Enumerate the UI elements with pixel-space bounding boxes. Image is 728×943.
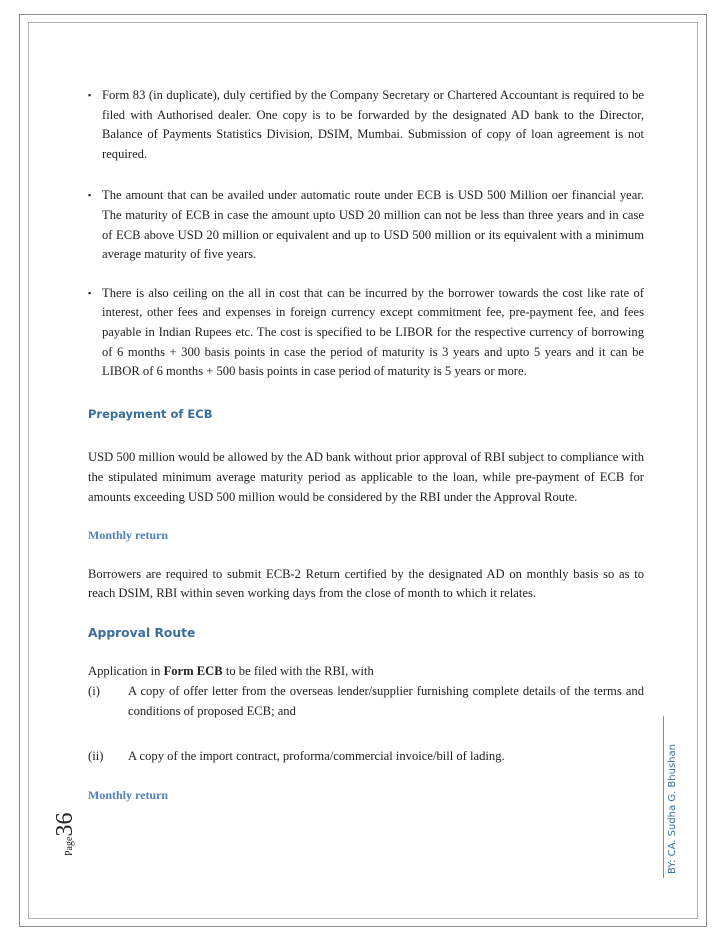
approval-intro-post: to be filed with the RBI, with xyxy=(222,664,374,679)
list-number: (ii) xyxy=(88,749,104,764)
approval-intro-pre: Application in xyxy=(88,664,164,679)
list-text: A copy of offer letter from the overseas lender/supplier furnishing complete details of the terms and conditions of proposed ECB; and xyxy=(128,684,644,718)
bullet-text: There is also ceiling on the all in cost that can be incurred by the borrower towards the cost like rate of interest, other fees and expenses in foreign currency except commitment fee, pre-payment fee, and fees payable in Indian Rupees etc. The cost is specified to be LIBOR for the respective currency of borrowing of 6 months + 300 basis points in case the period of maturity is 3 years and upto 5 years and it can be LIBOR of 6 months + 500 basis points in case period of maturity is 5 years or more. xyxy=(102,285,644,379)
heading-monthly-return: Monthly return xyxy=(88,787,169,802)
document-body xyxy=(88,86,644,805)
author-credit: BY: CA. Sudha G. Bhushan xyxy=(667,744,678,874)
side-credit-box xyxy=(663,716,684,878)
page-digit: 36 xyxy=(52,812,78,837)
monthly-return-paragraph: Borrowers are required to submit ECB-2 Return certified by the designated AD on monthly basis so as to reach DSIM, RBI within seven working days from the close of month to which it relates. xyxy=(88,566,644,601)
approval-list-item xyxy=(88,747,644,767)
heading-prepayment: Prepayment of ECB xyxy=(88,406,213,421)
bullet-item xyxy=(88,284,644,382)
bullet-item xyxy=(88,86,644,164)
bullet-text: Form 83 (in duplicate), duly certified by the Company Secretary or Chartered Accountant is required to be filed with Authorised dealer. One copy is to be forwarded by the designated AD bank to the Director, Balance of Payments Statistics Division, DSIM, Mumbai. Submission of copy of loan agreement is not required. xyxy=(102,88,644,161)
page-word: Page xyxy=(64,836,75,856)
bullet-text: The amount that can be availed under automatic route under ECB is USD 500 Million oer financial year. The maturity of ECB in case the amount upto USD 20 million can not be less than three years and in case of ECB above USD 20 million or equivalent and up to USD 500 million or its equivalent with a minimum average maturity of five years. xyxy=(102,188,644,262)
heading-monthly-return: Monthly return xyxy=(88,528,169,543)
heading-approval-route: Approval Route xyxy=(88,625,196,640)
bullet-square-icon: ▪ xyxy=(88,190,92,201)
approval-intro xyxy=(88,662,644,682)
list-text: A copy of the import contract, proforma/commercial invoice/bill of lading. xyxy=(128,749,505,764)
prepayment-paragraph: USD 500 million would be allowed by the AD bank without prior approval of RBI subject to compliance with the stipulated minimum average maturity period as applicable to the loan, while pre-payment of ECB for amounts exceeding USD 500 million would be considered by the RBI under the Approval Route. xyxy=(88,450,644,504)
list-number: (i) xyxy=(88,684,100,699)
approval-list-item xyxy=(88,682,644,721)
bullet-square-icon: ▪ xyxy=(88,90,92,100)
approval-intro-form: Form ECB xyxy=(163,664,223,679)
bullet-square-icon: ▪ xyxy=(88,287,92,298)
bullet-item xyxy=(88,186,644,264)
page-number xyxy=(52,813,79,856)
